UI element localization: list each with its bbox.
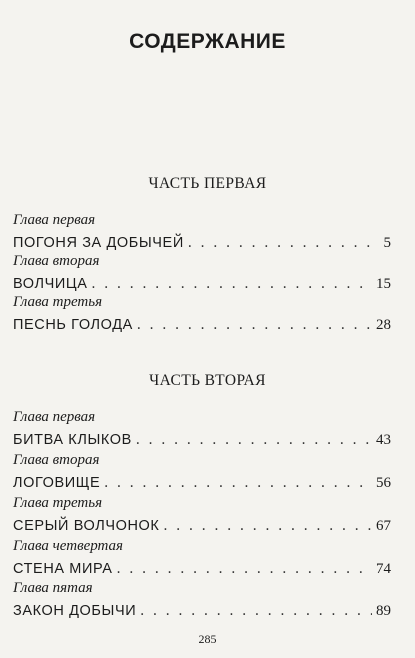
chapter-line	[13, 516, 391, 536]
chapter-title: ПЕСНЬ ГОЛОДА	[13, 317, 133, 333]
dot-leader	[137, 315, 372, 334]
page-number: 89	[376, 603, 391, 619]
chapter-title: ПОГОНЯ ЗА ДОБЫЧЕЙ	[13, 235, 184, 251]
chapter-line	[13, 473, 391, 493]
chapter-title: ЗАКОН ДОБЫЧИ	[13, 603, 137, 619]
part-two-title: ЧАСТЬ ВТОРАЯ	[149, 372, 266, 389]
toc-entry	[13, 495, 391, 536]
dot-leader	[117, 559, 372, 578]
chapter-line	[13, 315, 391, 335]
page-number: 74	[376, 561, 391, 577]
dot-leader	[92, 274, 372, 293]
page-number: 5	[383, 235, 391, 251]
page-number: 43	[376, 432, 391, 448]
toc-entry	[13, 452, 391, 493]
page-number: 67	[376, 518, 391, 534]
chapter-line	[13, 559, 391, 579]
part-one-title: ЧАСТЬ ПЕРВАЯ	[148, 175, 267, 192]
chapter-label: Глава пятая	[13, 580, 93, 596]
page-number: 15	[376, 276, 391, 292]
toc-entry	[13, 409, 391, 450]
chapter-label: Глава первая	[13, 409, 96, 425]
chapter-line	[13, 430, 391, 450]
chapter-label: Глава четвертая	[13, 538, 124, 554]
chapter-title: СТЕНА МИРА	[13, 561, 113, 577]
toc-entry	[13, 294, 391, 335]
chapter-label: Глава третья	[13, 294, 103, 310]
toc-entry	[13, 580, 391, 621]
chapter-label: Глава третья	[13, 495, 103, 511]
chapter-label: Глава первая	[13, 212, 96, 228]
page-number: 28	[376, 317, 391, 333]
chapter-title: БИТВА КЛЫКОВ	[13, 432, 132, 448]
dot-leader	[188, 233, 380, 252]
chapter-label: Глава вторая	[13, 253, 100, 269]
chapter-title: ВОЛЧИЦА	[13, 276, 88, 292]
chapter-line	[13, 274, 391, 294]
toc-entry	[13, 538, 391, 579]
page-heading: СОДЕРЖАНИЕ	[129, 30, 286, 53]
chapter-label: Глава вторая	[13, 452, 100, 468]
chapter-line	[13, 233, 391, 253]
dot-leader	[104, 473, 372, 492]
dot-leader	[140, 601, 372, 620]
chapter-line	[13, 601, 391, 621]
folio-page-number: 285	[198, 632, 217, 646]
toc-entry	[13, 212, 391, 253]
chapter-title: ЛОГОВИЩЕ	[13, 475, 101, 491]
toc-entry	[13, 253, 391, 294]
chapter-title: СЕРЫЙ ВОЛЧОНОК	[13, 518, 160, 534]
dot-leader	[136, 430, 372, 449]
page-number: 56	[376, 475, 391, 491]
dot-leader	[163, 516, 372, 535]
